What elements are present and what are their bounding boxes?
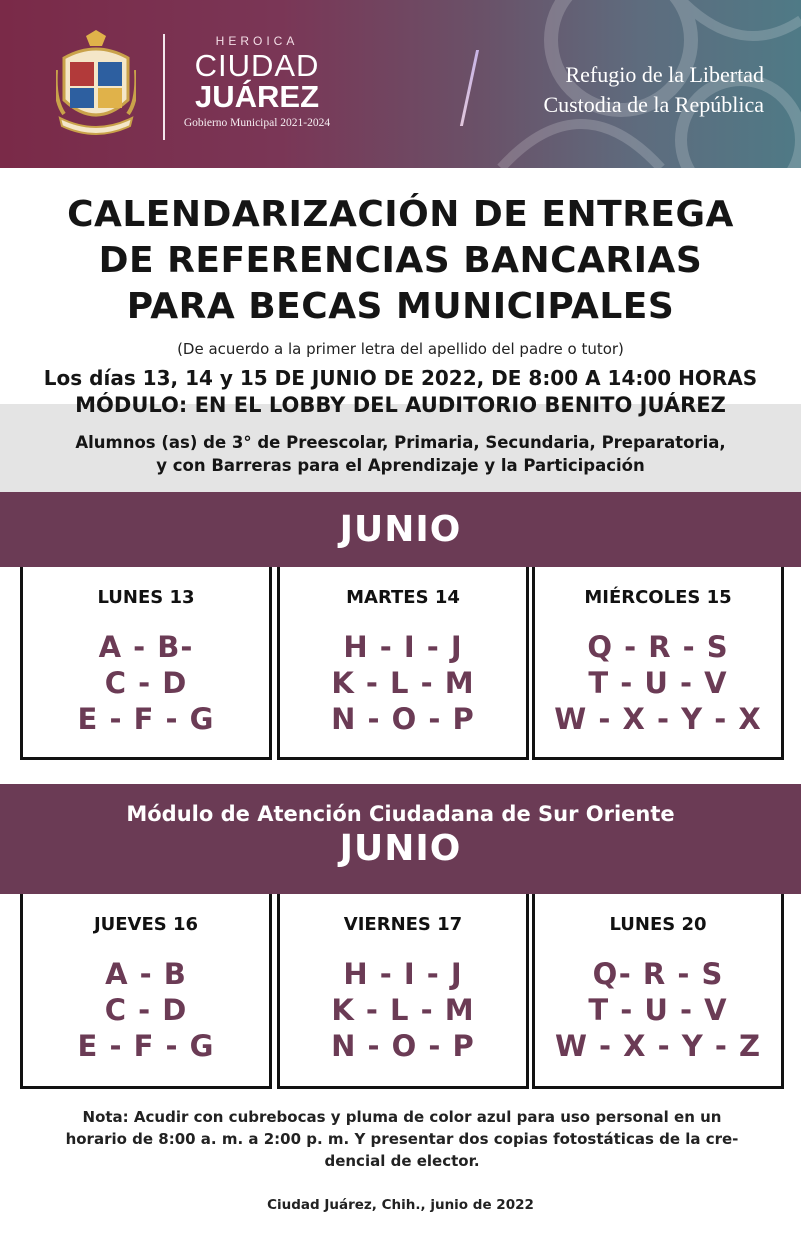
letter-line: N - O - P bbox=[331, 1029, 475, 1063]
title-line-1: CALENDARIZACIÓN DE ENTREGA bbox=[67, 194, 734, 235]
letter-line: C - D bbox=[104, 993, 188, 1027]
letter-groups bbox=[535, 629, 781, 737]
letter-line: H - I - J bbox=[343, 957, 463, 991]
month-label-2: JUNIO bbox=[339, 828, 462, 869]
day-title: VIERNES 17 bbox=[343, 914, 463, 935]
logo-heroica: HEROICA bbox=[215, 34, 299, 48]
day-title: MIÉRCOLES 15 bbox=[584, 587, 732, 608]
note-line-2: horario de 8:00 a. m. a 2:00 p. m. Y presentar dos copias fotostáticas de la cre- bbox=[65, 1130, 739, 1148]
letter-groups bbox=[23, 629, 269, 737]
logo-ciudad: CIUDAD bbox=[194, 48, 320, 83]
letter-groups bbox=[23, 956, 269, 1064]
logo-gobierno: Gobierno Municipal 2021-2024 bbox=[183, 117, 331, 129]
city-logo bbox=[172, 34, 342, 129]
letter-line: A - B- bbox=[98, 630, 194, 664]
letter-line: Q - R - S bbox=[587, 630, 729, 664]
letter-line: A - B bbox=[105, 957, 187, 991]
footer-place-date: Ciudad Juárez, Chih., junio de 2022 bbox=[267, 1197, 534, 1213]
schedule-row-1 bbox=[0, 567, 801, 762]
coat-of-arms-icon bbox=[56, 30, 136, 140]
day-card bbox=[277, 567, 529, 760]
note-line-1: Nota: Acudir con cubrebocas y pluma de color azul para uso personal en un bbox=[82, 1108, 722, 1126]
day-title: LUNES 13 bbox=[97, 587, 195, 608]
logo-juarez: JUÁREZ bbox=[194, 79, 319, 114]
month-label-1: JUNIO bbox=[339, 509, 462, 550]
page-title bbox=[0, 192, 801, 330]
letter-line: T - U - V bbox=[588, 993, 728, 1027]
letter-line: W - X - Y - X bbox=[554, 702, 762, 736]
letter-groups bbox=[280, 629, 526, 737]
header-divider bbox=[163, 34, 165, 140]
letter-line: T - U - V bbox=[588, 666, 728, 700]
month-bar-2 bbox=[0, 784, 801, 894]
subtitle: (De acuerdo a la primer letra del apellido del padre o tutor) bbox=[177, 340, 624, 358]
motto-line-1: Refugio de la Libertad bbox=[565, 62, 764, 87]
letter-groups bbox=[280, 956, 526, 1064]
title-line-3: PARA BECAS MUNICIPALES bbox=[126, 286, 675, 327]
letter-line: E - F - G bbox=[77, 702, 215, 736]
letter-line: N - O - P bbox=[331, 702, 475, 736]
module-name: Módulo de Atención Ciudadana de Sur Oriente bbox=[126, 802, 675, 826]
day-card bbox=[532, 894, 784, 1089]
module-location: MÓDULO: EN EL LOBBY DEL AUDITORIO BENITO JUÁREZ bbox=[75, 393, 726, 417]
letter-line: H - I - J bbox=[343, 630, 463, 664]
day-card bbox=[532, 567, 784, 760]
day-title: LUNES 20 bbox=[609, 914, 707, 935]
header-banner bbox=[0, 0, 801, 168]
letter-line: C - D bbox=[104, 666, 188, 700]
note-line-3: dencial de elector. bbox=[324, 1152, 480, 1170]
day-card bbox=[20, 894, 272, 1089]
day-card bbox=[20, 567, 272, 760]
letter-line: E - F - G bbox=[77, 1029, 215, 1063]
day-card bbox=[277, 894, 529, 1089]
month-bar-1 bbox=[0, 492, 801, 567]
students-line-1: Alumnos (as) de 3° de Preescolar, Primaria, Secundaria, Preparatoria, bbox=[75, 433, 726, 452]
letter-line: Q- R - S bbox=[592, 957, 724, 991]
students-line-2: y con Barreras para el Aprendizaje y la Participación bbox=[156, 456, 645, 475]
eligible-students bbox=[0, 431, 801, 477]
dates-line: Los días 13, 14 y 15 DE JUNIO DE 2022, DE 8:00 A 14:00 HORAS bbox=[43, 366, 758, 390]
schedule-row-2 bbox=[0, 894, 801, 1089]
letter-groups bbox=[535, 956, 781, 1064]
day-title: MARTES 14 bbox=[346, 587, 460, 608]
motto bbox=[494, 60, 764, 120]
day-title: JUEVES 16 bbox=[93, 914, 199, 935]
letter-line: K - L - M bbox=[331, 993, 475, 1027]
note bbox=[52, 1106, 752, 1172]
motto-line-2: Custodia de la República bbox=[543, 92, 764, 117]
letter-line: W - X - Y - Z bbox=[554, 1029, 762, 1063]
title-line-2: DE REFERENCIAS BANCARIAS bbox=[98, 240, 703, 281]
letter-line: K - L - M bbox=[331, 666, 475, 700]
